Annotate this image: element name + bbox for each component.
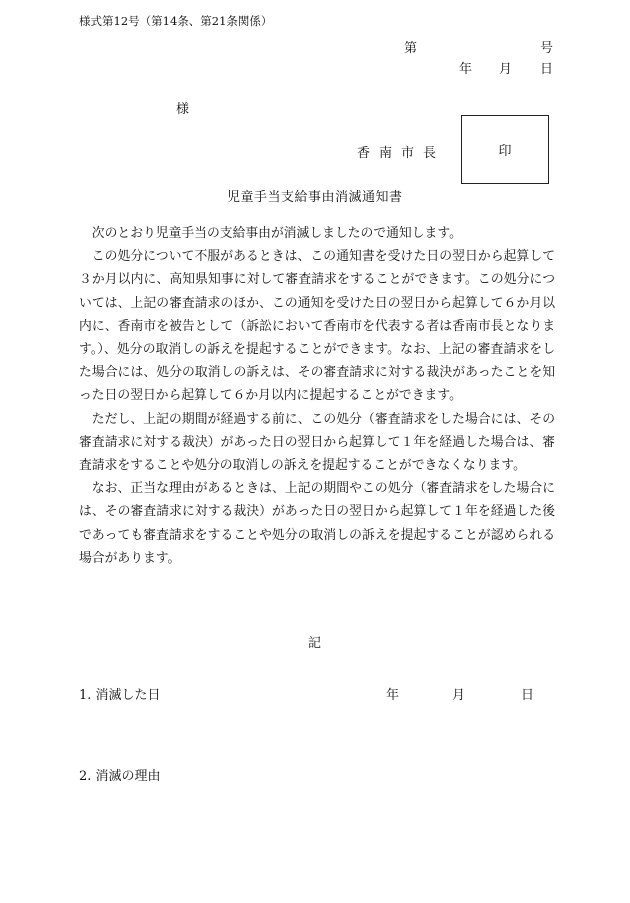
document-title: 児童手当支給事由消滅通知書 [227, 190, 403, 205]
ki-heading: 記 [308, 636, 322, 651]
notice-body [79, 222, 555, 570]
recipient-suffix: 様 [176, 102, 190, 117]
issue-date [459, 58, 554, 77]
issue-date-year: 年 [459, 62, 473, 77]
extinction-date-day: 日 [521, 688, 535, 703]
extinction-date-label: 1. 消滅した日 [79, 688, 161, 703]
extinction-date-year: 年 [386, 688, 400, 703]
document-number-go: 号 [540, 41, 554, 56]
document-number-dai: 第 [404, 41, 418, 56]
body-paragraph-2: この処分について不服があるときは、この通知書を受けた日の翌日から起算して３か月以内に、高知県知事に対して審査請求をすることができます。この処分については、上記の審査請求のほか、この通知を受けた日の翌日から起算して６か月以内に、香南市を被告として（訴訟において香南市を代表する者は香南市長となります。）、処分の取消しの訴えを提起することができます。なお、上記の審査請求をした場合には、処分の取消しの訴えは、その審査請求に対する裁決があったことを知った日の翌日から起算して６か月以内に提起することができます。 [79, 249, 555, 404]
body-paragraph-4: なお、正当な理由があるときは、上記の期間やこの処分（審査請求をした場合には、その審査請求に対する裁決）があった日の翌日から起算して１年を経過した後であっても審査請求をすることや処分の取消しの訴えを提起することが認められる場合があります。 [79, 481, 555, 566]
body-paragraph-3: ただし、上記の期間が経過する前に、この処分（審査請求をした場合には、その審査請求に対する裁決）があった日の翌日から起算して１年を経過した場合は、審査請求をすることや処分の取消しの訴えを提起することができなくなります。 [79, 411, 555, 474]
body-paragraph-1: 次のとおり児童手当の支給事由が消滅しましたので通知します。 [91, 226, 462, 241]
issuer-name: 香南市長 [357, 146, 446, 161]
document-number [404, 37, 554, 56]
issue-date-month: 月 [499, 62, 513, 77]
extinction-date-month: 月 [452, 688, 466, 703]
reason-label: 2. 消滅の理由 [79, 769, 161, 784]
extinction-date [386, 684, 536, 703]
seal-mark: 印 [498, 144, 512, 159]
issue-date-day: 日 [540, 62, 554, 77]
seal-box [461, 115, 549, 184]
form-number: 様式第12号（第14条、第21条関係） [79, 14, 273, 28]
